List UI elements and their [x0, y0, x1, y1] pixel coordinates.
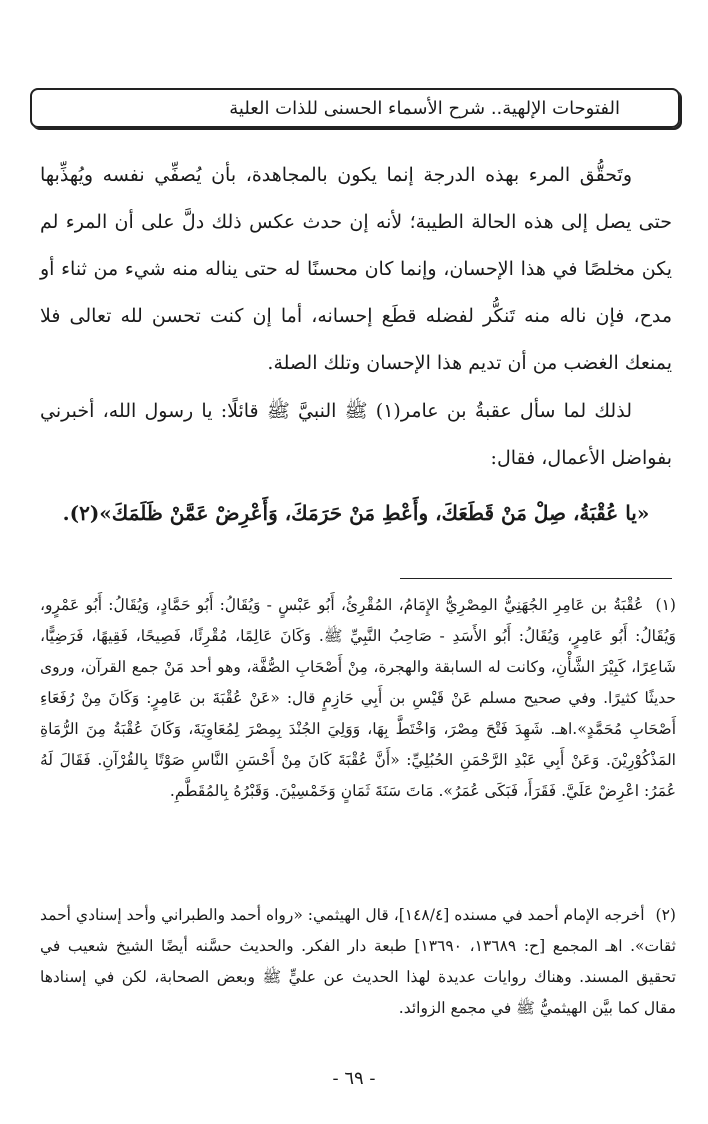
page-number: - ٦٩ - — [332, 1068, 376, 1089]
footnote-1-number: (١) — [655, 596, 676, 614]
footnote-separator — [400, 578, 672, 579]
header-title: الفتوحات الإلهية.. شرح الأسماء الحسنى للذات العلية — [229, 97, 620, 119]
footnote-1 — [40, 590, 676, 807]
running-header — [30, 88, 680, 128]
body-paragraph-2: لذلك لما سأل عقبةُ بن عامر(١) ﷺ النبيَّ ﷺ قائلًا: يا رسول الله، أخبرني بفواضل الأعمال، فقال: — [40, 400, 672, 469]
footnote-2 — [40, 900, 676, 1024]
hadith-quote: «يا عُقْبَةُ، صِلْ مَنْ قَطَعَكَ، وأَعْطِ مَنْ حَرَمَكَ، وَأَعْرِضْ عَمَّنْ ظَلَمَكَ»(٢). — [62, 501, 650, 525]
footnote-2-text: أخرجه الإمام أحمد في مسنده [١٤٨/٤]، قال الهيثمي: «رواه أحمد والطبراني وأحد إسنادي أحمد ثقات». اهـ المجمع [ح: ١٣٦٨٩، ١٣٦٩٠] طبعة دار الفكر. والحديث حسَّنه أيضًا الشيخ شعيب في تحقيق المسند. وهناك روايات عديدة لهذا الحديث عن عليٍّ ﷺ وبعض الصحابة، لكن في إسنادها مقال كما بيَّن الهيثميُّ ﷺ في مجمع الزوائد. — [40, 906, 676, 1017]
body-paragraph-1: وتَحقُّق المرء بهذه الدرجة إنما يكون بالمجاهدة، بأن يُصفِّي نفسه ويُهذِّبها حتى يصل إلى هذه الحالة الطيبة؛ لأنه إن حدث عكس ذلك دلَّ على أن المرء لم يكن مخلصًا في هذا الإحسان، وإنما كان محسنًا له حتى يناله منه شيء من ثناء أو مدح، فإن ناله منه تَنكُّر لفضله قطَع إحسانه، أما إن كنت تحسن لله تعالى فلا يمنعك الغضب من أن تديم هذا الإحسان وتلك الصلة. — [40, 164, 672, 374]
footnote-2-number: (٢) — [655, 906, 676, 924]
footnote-1-text: عُقْبَةُ بن عَامِرِ الجُهَنِيُّ المِصْرِيُّ الإِمَامُ، المُقْرِئُ، أَبُو عَبْسٍ - وَيُقَالُ: أَبُو حَمَّادٍ، وَيُقَالُ: أَبُو عَمْرٍو، وَيُقَالُ: أَبُو عَامِرٍ، وَيُقَالُ: أَبُو الأَسَدِ - صَاحِبُ النَّبِيِّ ﷺ. وَكَانَ عَالِمًا، مُقْرِئًا، فَصِيحًا، فَقِيهًا، فَرَضِيًّا، شَاعِرًا، كَبِيْرَ الشَّأْنِ، وكانت له السابقة والهجرة، مِنْ أَصْحَابِ الصُّفَّة، وهو أحد مَنْ جمع القرآن، وروى حديثًا كثيرًا. وفي صحيح مسلم عَنْ قَيْسِ بن أَبِي حَازِمٍ قال: «عَنْ عُقْبَةَ بن عَامِرٍ: وَكَانَ مِنْ رُفَعَاءِ أَصْحَابِ مُحَمَّدٍ».اهـ. شَهِدَ فَتْحَ مِصْرَ، وَاخْتَطَّ بِهَا، وَوَلِيَ الجُنْدَ بِمِصْرَ لِمُعَاوِيَةَ، وَكَانَ عُقْبَةُ مِنَ الرُّمَاةِ المَذْكُوْرِيْنَ. وَعَنْ أَبِي عَبْدِ الرَّحْمَنِ الحُبُلِيِّ: «أَنَّ عُقْبَةَ كَانَ مِنْ أَحْسَنِ النَّاسِ صَوْتًا بِالقُرْآنِ. فَقَالَ لَهُ عُمَرُ: اعْرِضْ عَلَيَّ. فَقَرَأَ، فَبَكَى عُمَرُ». مَاتَ سَنَةَ ثَمَانٍ وَخَمْسِيْنَ. وَقَبْرُهُ بِالمُقَطَّمِ. — [40, 596, 676, 800]
